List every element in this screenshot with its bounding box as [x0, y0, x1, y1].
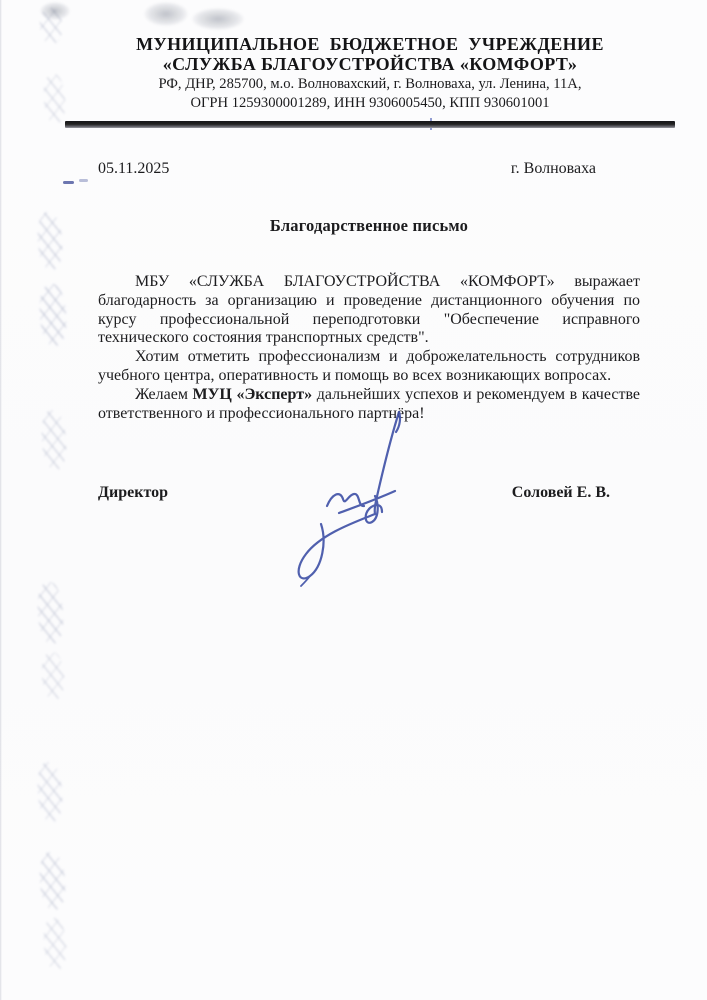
signer-position: Директор: [98, 484, 168, 501]
org-name-line1: МУНИЦИПАЛЬНОЕ БЮДЖЕТНОЕ УЧРЕЖДЕНИЕ: [136, 34, 604, 54]
signer-name: Соловей Е. В.: [511, 484, 610, 501]
scan-artifact: [36, 581, 65, 645]
body-paragraph-2: Хотим отметить профессионализм и доброжелательность сотрудников учебного центра, оперативность и помощь во всех возникающих вопросах.: [98, 348, 640, 384]
scan-artifact: [42, 73, 66, 124]
letterhead-divider: [65, 121, 675, 128]
date-city-row: [98, 160, 608, 178]
letterhead: [65, 34, 675, 111]
scan-artifact: [38, 283, 68, 347]
scan-smudge: [144, 2, 188, 26]
scan-artifact: [42, 917, 68, 970]
scan-smudge: [192, 8, 244, 30]
scan-artifact: [36, 761, 64, 823]
body-paragraph-3: [98, 386, 640, 424]
letter-city: г. Волноваха: [510, 160, 596, 177]
org-registration-numbers: ОГРН 1259300001289, ИНН 9306005450, КПП 930601001: [190, 94, 550, 111]
scan-artifact: [40, 409, 68, 471]
letter-body: [98, 273, 640, 423]
pen-mark: [63, 181, 74, 184]
paragraph-3-suffix: дальнейших успехов и рекомендуем в качестве ответственного и профессионального партнёра!: [98, 385, 641, 422]
org-address: РФ, ДНР, 285700, м.о. Волновахский, г. Волноваха, ул. Ленина, 11А,: [158, 76, 582, 92]
scan-artifact: [36, 211, 64, 271]
paragraph-3-org-name: МУЦ «Эксперт»: [192, 385, 313, 403]
scan-smudge: [40, 2, 70, 20]
paragraph-3-prefix: Желаем: [135, 385, 193, 403]
scan-artifact: [40, 651, 65, 700]
document-title: Благодарственное письмо: [269, 216, 469, 235]
signature-row: [98, 484, 610, 502]
pen-mark: [79, 179, 88, 182]
body-paragraph-1: МБУ «СЛУЖБА БЛАГОУСТРОЙСТВА «КОМФОРТ» выражает благодарность за организацию и проведение дистанционного обучения по курсу профессиональной переподготовки "Обеспечение исправного технического состояния транспортных средств".: [98, 273, 640, 347]
org-name-line2: «СЛУЖБА БЛАГОУСТРОЙСТВА «КОМФОРТ»: [162, 54, 578, 74]
scan-artifact: [38, 851, 67, 911]
letter-date: 05.11.2025: [98, 160, 170, 177]
